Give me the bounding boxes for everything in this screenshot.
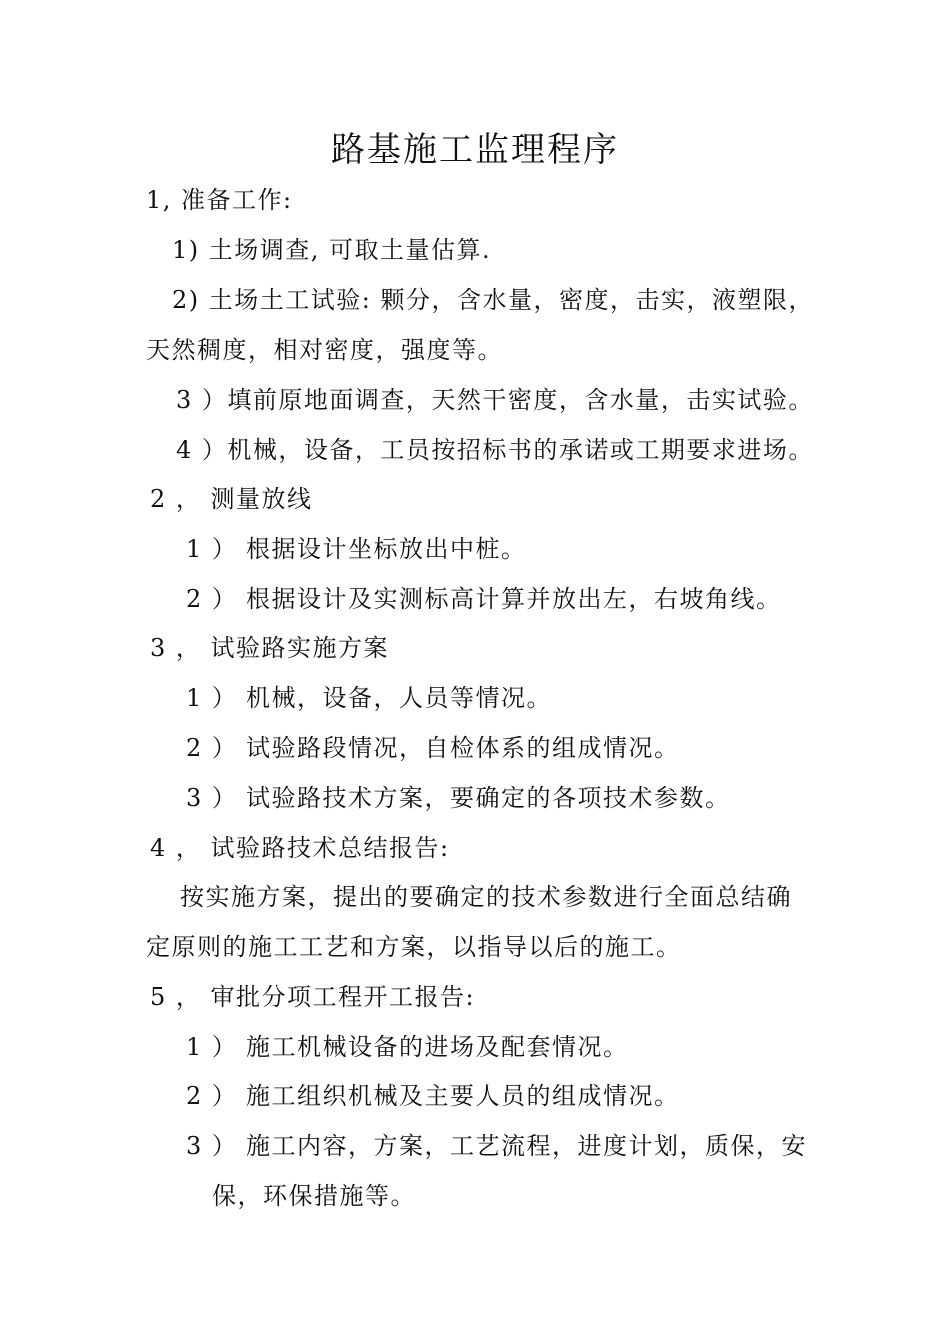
list-marker: 1 ）: [186, 1033, 238, 1061]
list-marker: 1 ）: [186, 684, 238, 712]
section-heading-5: 5 ， 审批分项工程开工报告:: [150, 983, 476, 1011]
section-heading-3: 3 ， 试验路实施方案: [150, 634, 390, 662]
paragraph-line: 1) 土场调查, 可取土量估算.: [172, 236, 492, 264]
list-marker: 1 ）: [186, 535, 238, 563]
list-marker: 2 ）: [186, 1082, 238, 1110]
list-marker: 3 ）: [186, 784, 238, 812]
section-heading-1: 1, 准备工作:: [146, 186, 293, 214]
list-item-text: 施工内容，方案，工艺流程，进度计划，质保，安: [246, 1132, 807, 1160]
list-marker: 2 ）: [186, 734, 238, 762]
page-title: 路基施工监理程序: [331, 130, 619, 170]
list-item-text: 施工组织机械及主要人员的组成情况。: [246, 1082, 680, 1110]
list-marker: 2 ）: [186, 585, 238, 613]
list-item-text: 根据设计及实测标高计算并放出左，右坡角线。: [246, 585, 782, 613]
paragraph-line: 天然稠度，相对密度，强度等。: [146, 336, 503, 364]
paragraph-line: 按实施方案，提出的要确定的技术参数进行全面总结确: [180, 883, 792, 911]
list-item: [186, 1129, 807, 1163]
list-item: [186, 781, 731, 815]
list-item: [186, 681, 552, 715]
section-heading-2: 2 ， 测量放线: [150, 485, 313, 513]
list-item-text: 根据设计坐标放出中桩。: [246, 535, 527, 563]
paragraph-line: 定原则的施工工艺和方案，以指导以后的施工。: [146, 933, 682, 961]
paragraph-line: 保，环保措施等。: [212, 1182, 416, 1210]
list-item: [186, 532, 527, 566]
list-item: [186, 582, 782, 616]
list-item-text: 施工机械设备的进场及配套情况。: [246, 1033, 629, 1061]
section-heading-4: 4 ， 试验路技术总结报告:: [150, 834, 450, 862]
list-item-text: 试验路段情况，自检体系的组成情况。: [246, 734, 680, 762]
list-item-text: 试验路技术方案，要确定的各项技术参数。: [246, 784, 731, 812]
list-item: [186, 1030, 629, 1064]
list-item: [186, 1079, 680, 1113]
paragraph-line: 2) 土场土工试验: 颗分，含水量，密度，击实，液塑限，: [172, 286, 814, 314]
paragraph-line: 4 ）机械，设备，工员按招标书的承诺或工期要求进场。: [176, 436, 814, 464]
list-item: [186, 731, 680, 765]
list-marker: 3 ）: [186, 1132, 238, 1160]
paragraph-line: 3 ）填前原地面调查，天然干密度，含水量，击实试验。: [176, 386, 814, 414]
list-item-text: 机械，设备，人员等情况。: [246, 684, 552, 712]
